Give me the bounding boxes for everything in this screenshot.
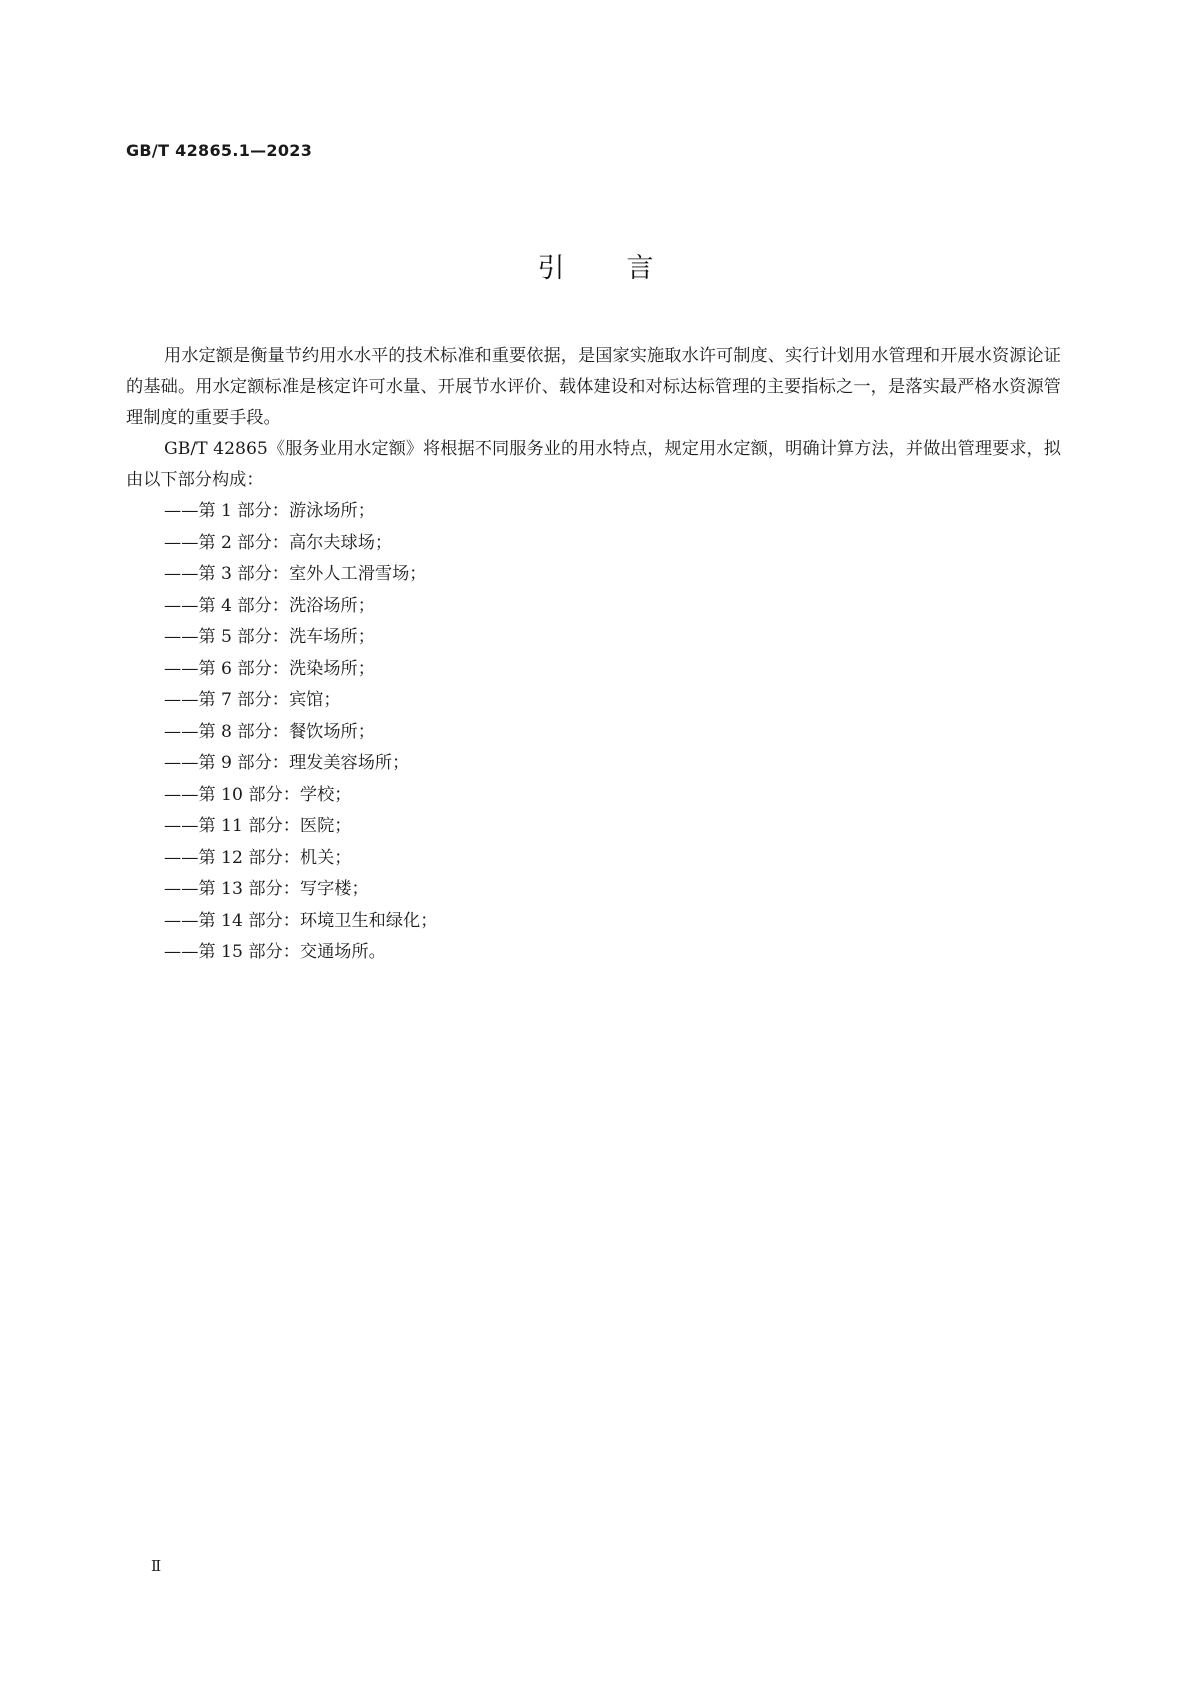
introduction-body bbox=[126, 341, 1061, 969]
list-item-part-3: ——第 3 部分：室外人工滑雪场； bbox=[164, 564, 427, 584]
page-title: 引言 bbox=[537, 253, 716, 284]
list-item-part-7: ——第 7 部分：宾馆； bbox=[164, 690, 341, 710]
standard-code-header: GB/T 42865.1—2023 bbox=[126, 141, 313, 160]
list-item-part-14: ——第 14 部分：环境卫生和绿化； bbox=[164, 910, 438, 931]
list-item-part-6: ——第 6 部分：洗染场所； bbox=[164, 658, 375, 679]
paragraph-1: 用水定额是衡量节约用水水平的技术标准和重要依据，是国家实施取水许可制度、实行计划用水管理和开展水资源论证的基础。用水定额标准是核定许可水量、开展节水评价、载体建设和对标达标管理的主要指标之一，是落实最严格水资源管理制度的重要手段。 bbox=[126, 346, 1061, 428]
parts-list bbox=[126, 496, 1061, 969]
list-item-part-11: ——第 11 部分：医院； bbox=[164, 816, 352, 836]
page-number: Ⅱ bbox=[151, 1557, 162, 1575]
list-item-part-9: ——第 9 部分：理发美容场所； bbox=[164, 753, 410, 773]
list-item-part-13: ——第 13 部分：写字楼； bbox=[164, 879, 369, 899]
list-item-part-12: ——第 12 部分：机关； bbox=[164, 847, 352, 868]
list-item-part-4: ——第 4 部分：洗浴场所； bbox=[164, 595, 375, 616]
list-item-part-2: ——第 2 部分：高尔夫球场； bbox=[164, 532, 393, 553]
list-item-part-10: ——第 10 部分：学校； bbox=[164, 784, 352, 805]
list-item-part-15: ——第 15 部分：交通场所。 bbox=[164, 942, 386, 962]
list-item-part-1: ——第 1 部分：游泳场所； bbox=[164, 501, 375, 521]
paragraph-2: GB/T 42865《服务业用水定额》将根据不同服务业的用水特点，规定用水定额，明确计算方法，并做出管理要求，拟由以下部分构成： bbox=[126, 439, 1061, 490]
list-item-part-8: ——第 8 部分：餐饮场所； bbox=[164, 721, 375, 742]
list-item-part-5: ——第 5 部分：洗车场所； bbox=[164, 627, 375, 647]
